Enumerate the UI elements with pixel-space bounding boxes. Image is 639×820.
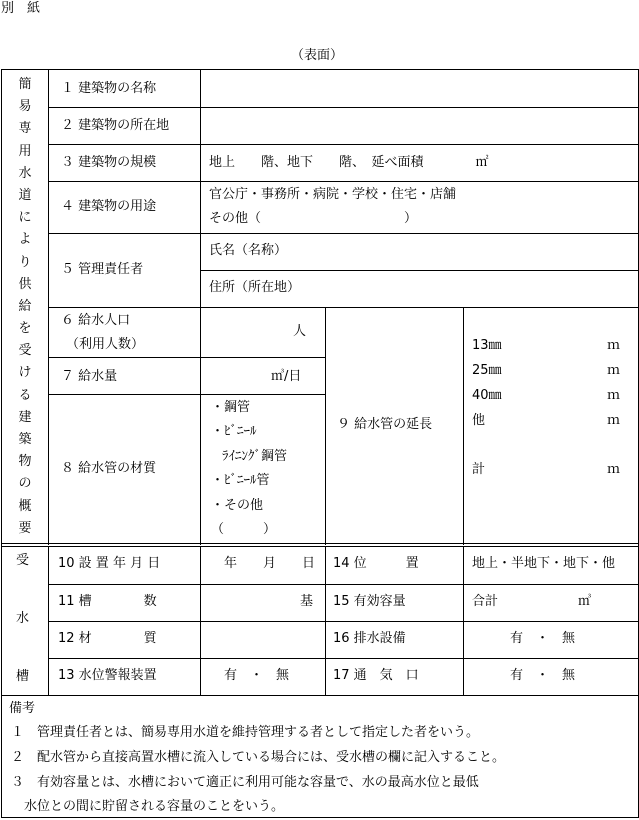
note-item-continuation: 水位との間に貯留される容量のことをいう。 — [24, 799, 285, 814]
overview-category-char: り — [18, 254, 32, 270]
building-name-label: １ 建築物の名称 — [61, 81, 157, 96]
supply-population-unit[interactable]: 人 — [293, 324, 307, 339]
building-scale-label: ３ 建築物の規模 — [61, 155, 157, 170]
manager-name-field[interactable]: 氏名（名称） — [209, 243, 288, 258]
overview-category-char: 用 — [18, 143, 32, 159]
location-label: 14 位 置 — [333, 556, 419, 571]
tank-category-label: 槽 — [16, 669, 30, 684]
pipe-size-other-unit[interactable]: ｍ — [607, 413, 621, 428]
overview-category-char: に — [18, 210, 32, 226]
pipe-material-label: ８ 給水管の材質 — [61, 461, 157, 476]
pipe-size-13-unit[interactable]: ｍ — [607, 338, 621, 353]
building-address-label: ２ 建築物の所在地 — [61, 118, 170, 133]
tank-material-field[interactable] — [201, 622, 325, 658]
overview-category-char: 要 — [18, 520, 32, 536]
building-scale-field[interactable]: 地上 階、地下 階、 延べ面積 ㎡ — [209, 155, 489, 170]
overview-category-char: 概 — [18, 498, 32, 514]
pipe-material-option[interactable]: ・鋼管 — [211, 400, 251, 415]
tank-count-label: 11 槽 数 — [58, 594, 157, 609]
location-options[interactable]: 地上・半地下・地下・他 — [472, 556, 616, 571]
pipe-size-40: 40㎜ — [472, 388, 502, 403]
vent-options[interactable]: 有 ・ 無 — [510, 668, 576, 683]
manager-address-field[interactable]: 住所（所在地） — [209, 280, 301, 295]
pipe-size-25: 25㎜ — [472, 363, 502, 378]
overview-category-char: の — [18, 476, 32, 492]
pipe-material-option[interactable]: ﾗｲﾆﾝｸﾞ鋼管 — [222, 449, 288, 464]
install-date-field[interactable]: 年 月 日 — [224, 556, 316, 571]
building-address-field[interactable] — [201, 108, 638, 144]
overview-category-char: 受 — [18, 343, 32, 359]
building-use-options[interactable]: 官公庁・事務所・病院・学校・住宅・店舗 — [209, 187, 457, 202]
overview-category-char: 易 — [18, 99, 32, 115]
overview-category-char: 道 — [18, 187, 32, 203]
pipe-material-other[interactable]: （ ） — [211, 522, 277, 537]
pipe-size-40-unit[interactable]: ｍ — [607, 388, 621, 403]
effective-capacity-total-label: 合計 — [472, 594, 499, 609]
pipe-length-total-label: 計 — [472, 462, 486, 477]
tank-material-label: 12 材 質 — [58, 631, 157, 646]
water-level-alarm-options[interactable]: 有 ・ 無 — [224, 668, 290, 683]
install-date-label: 10 設 置 年 月 日 — [58, 556, 161, 571]
overview-category-char: 建 — [18, 409, 32, 425]
note-item: １ 管理責任者とは、簡易専用水道を維持管理する者として指定した者をいう。 — [11, 725, 480, 740]
notes-title: 備考 — [9, 701, 36, 716]
supply-volume-label: ７ 給水量 — [61, 369, 118, 384]
note-item: ３ 有効容量とは、水槽において適正に利用可能な容量で、水の最高水位と最低 — [11, 775, 479, 790]
overview-category-char: 専 — [18, 121, 32, 137]
pipe-size-other: 他 — [472, 413, 486, 428]
building-use-other[interactable]: その他（ ） — [209, 211, 418, 226]
overview-category-char: 水 — [18, 165, 32, 181]
pipe-material-option[interactable]: ・ﾋﾞﾆｰﾙ — [211, 424, 257, 439]
pipe-length-label: ９ 給水管の延長 — [337, 417, 433, 432]
pipe-material-option[interactable]: ・その他 — [211, 498, 264, 513]
building-name-field[interactable] — [201, 70, 638, 107]
overview-category-char: を — [18, 321, 32, 337]
overview-category-char: け — [18, 365, 32, 381]
supply-volume-unit[interactable]: ㎥/日 — [271, 369, 302, 384]
manager-label: ５ 管理責任者 — [61, 262, 144, 277]
front-side-label: （表面） — [291, 48, 344, 63]
overview-category-char: る — [18, 387, 32, 403]
drainage-options[interactable]: 有 ・ 無 — [510, 631, 576, 646]
pipe-length-total-unit[interactable]: ｍ — [607, 462, 621, 477]
supply-population-label: ６ 給水人口 — [61, 313, 131, 328]
building-use-label: ４ 建築物の用途 — [61, 199, 157, 214]
overview-category-char: 給 — [18, 298, 32, 314]
pipe-size-25-unit[interactable]: ｍ — [607, 363, 621, 378]
overview-category-char: 物 — [18, 454, 32, 470]
tank-count-unit[interactable]: 基 — [300, 594, 314, 609]
overview-category-char: 築 — [18, 432, 32, 447]
effective-capacity-unit[interactable]: ㎥ — [578, 594, 592, 609]
note-item: ２ 配水管から直接高置水槽に流入している場合には、受水槽の欄に記入すること。 — [11, 750, 506, 765]
vent-label: 17 通 気 口 — [333, 668, 419, 683]
water-level-alarm-label: 13 水位警報装置 — [58, 668, 157, 683]
attachment-label: 別 紙 — [1, 1, 41, 16]
overview-category-char: 簡 — [18, 77, 32, 92]
tank-category-label: 水 — [16, 611, 30, 626]
drainage-label: 16 排水設備 — [333, 631, 406, 646]
supply-population-sublabel: （利用人数） — [66, 337, 145, 352]
tank-category-label: 受 — [16, 553, 30, 568]
overview-category-char: よ — [18, 232, 32, 248]
pipe-material-option[interactable]: ・ﾋﾞﾆｰﾙ管 — [211, 473, 270, 488]
effective-capacity-label: 15 有効容量 — [333, 594, 406, 609]
pipe-size-13: 13㎜ — [472, 338, 502, 353]
overview-category-label — [14, 78, 36, 544]
overview-category-char: 供 — [18, 276, 32, 292]
